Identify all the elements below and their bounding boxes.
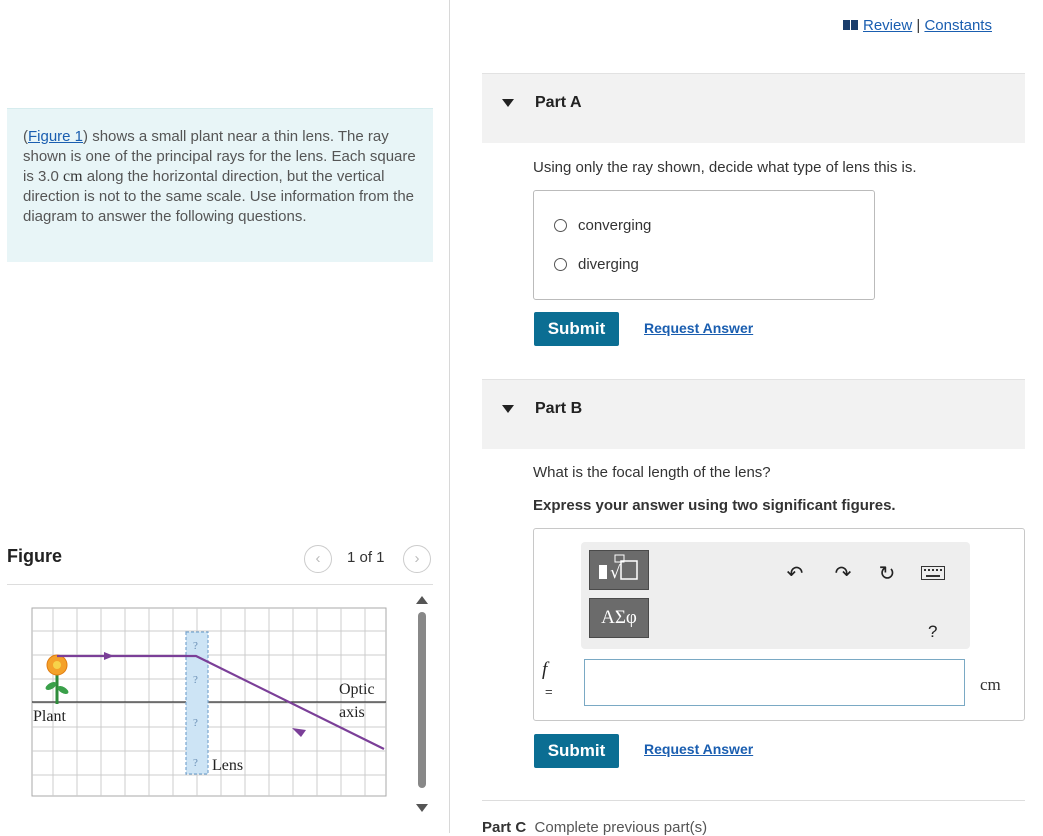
lens-label: Lens xyxy=(212,757,244,774)
book-icon xyxy=(843,20,859,30)
part-c-label: Part C xyxy=(482,819,527,836)
part-a-choices xyxy=(533,190,875,300)
part-c-text: Complete previous part(s) xyxy=(534,819,708,836)
templates-button[interactable] xyxy=(589,550,649,590)
choice-diverging-label: diverging xyxy=(578,256,639,273)
lens-ray-diagram xyxy=(30,606,390,800)
undo-icon[interactable]: ↶ xyxy=(786,563,804,585)
keyboard-icon[interactable] xyxy=(921,562,945,586)
radio-converging[interactable] xyxy=(554,219,567,232)
collapse-triangle-icon[interactable] xyxy=(502,99,514,107)
part-b-submit-button[interactable]: Submit xyxy=(534,734,619,768)
constants-link[interactable]: Constants xyxy=(924,17,992,34)
math-toolbar xyxy=(581,542,970,649)
column-divider xyxy=(449,0,450,833)
choice-converging-label: converging xyxy=(578,217,652,234)
reset-icon[interactable]: ↻ xyxy=(878,563,896,585)
figure-title: Figure xyxy=(7,546,63,566)
prev-figure-button[interactable] xyxy=(304,545,332,573)
lens-mark-1: ? xyxy=(193,640,198,652)
intro-text-1: ) shows a small plant near a thin lens. The ray shown is one of the principal rays for the lens. Each square is 3.0 xyxy=(23,128,416,185)
part-c-header xyxy=(482,800,1025,836)
optic-label: Optic xyxy=(339,681,375,698)
intro-text-2: along the horizontal direction, but the vertical direction is not to the same scale. Use information from the diagram to answer the following questions. xyxy=(23,168,415,225)
templates-icon xyxy=(590,551,648,589)
choice-diverging[interactable] xyxy=(554,256,639,273)
collapse-triangle-icon[interactable] xyxy=(502,405,514,413)
header-links xyxy=(843,17,992,34)
figure-pager-text: 1 of 1 xyxy=(347,549,385,566)
part-a-request-answer-link[interactable]: Request Answer xyxy=(644,320,754,336)
part-b-label: Part B xyxy=(535,400,583,417)
part-a-label: Part A xyxy=(535,94,582,111)
redo-icon[interactable]: ↷ xyxy=(834,563,852,585)
greek-symbols-button[interactable]: ΑΣφ xyxy=(589,598,649,638)
part-b-header[interactable] xyxy=(482,379,1025,449)
part-a-header[interactable] xyxy=(482,73,1025,143)
svg-text:√: √ xyxy=(610,563,621,583)
figure-link[interactable]: Figure 1 xyxy=(28,128,84,145)
part-a-question: Using only the ray shown, decide what type of lens this is. xyxy=(533,159,917,176)
lens-mark-3: ? xyxy=(193,717,198,729)
part-b-request-answer-link[interactable]: Request Answer xyxy=(644,741,754,757)
scroll-up-icon[interactable] xyxy=(416,596,428,604)
part-b-question: What is the focal length of the lens? xyxy=(533,464,771,481)
answer-variable: f xyxy=(542,659,548,680)
answer-equals: = xyxy=(545,684,553,699)
chevron-left-icon: ‹ xyxy=(315,550,321,567)
part-a-submit-button[interactable]: Submit xyxy=(534,312,619,346)
choice-converging[interactable] xyxy=(554,217,651,234)
intro-unit: cm xyxy=(63,168,83,185)
review-link[interactable]: Review xyxy=(863,17,913,34)
lens-mark-4: ? xyxy=(193,757,198,769)
axis-label: axis xyxy=(339,704,365,721)
chevron-right-icon: › xyxy=(414,550,420,567)
problem-intro: (Figure 1) shows a small plant near a thin lens. The ray shown is one of the principal rays for the lens. Each square is 3.0 cm along the horizontal direction, but the vertical direction is not to the same scale. Use information from the diagram to answer the following questions. xyxy=(7,108,433,262)
plant-label: Plant xyxy=(33,708,66,725)
figure-header xyxy=(7,542,433,585)
link-separator: | xyxy=(916,17,921,34)
focal-length-input[interactable] xyxy=(584,659,965,706)
lens-mark-2: ? xyxy=(193,674,198,686)
next-figure-button[interactable] xyxy=(403,545,431,573)
part-b-answer-area xyxy=(533,528,1025,721)
radio-diverging[interactable] xyxy=(554,258,567,271)
part-b-instruction: Express your answer using two significant figures. xyxy=(533,497,896,514)
lens-shape xyxy=(186,632,208,774)
scroll-down-icon[interactable] xyxy=(416,804,428,812)
answer-unit: cm xyxy=(980,675,1001,694)
figure-scrollbar[interactable] xyxy=(416,594,430,814)
help-button[interactable]: ? xyxy=(928,622,938,641)
scroll-thumb[interactable] xyxy=(418,612,426,788)
